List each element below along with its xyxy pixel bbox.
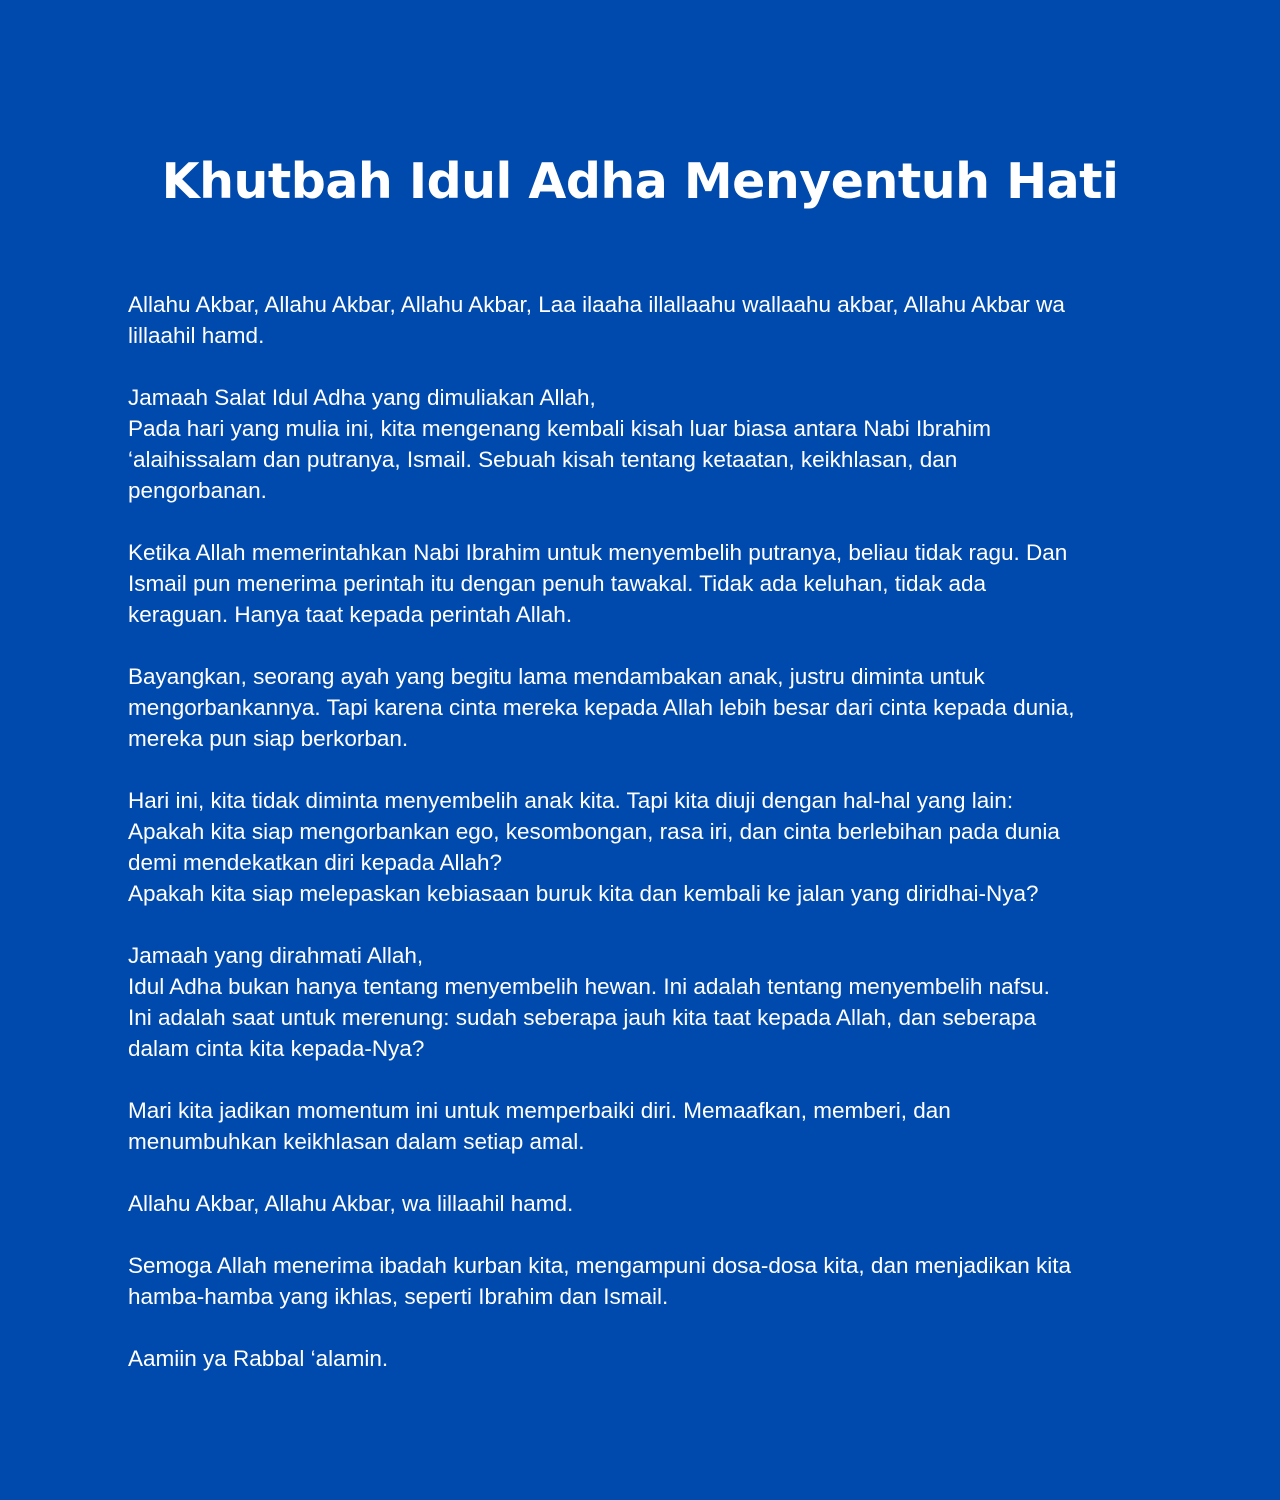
body-paragraph	[128, 1343, 1168, 1374]
body-paragraph	[128, 940, 1168, 1064]
paragraph-line: Bayangkan, seorang ayah yang begitu lama mendambakan anak, justru diminta untuk	[128, 664, 985, 689]
paragraph-line: mengorbankannya. Tapi karena cinta mereka kepada Allah lebih besar dari cinta kepada dunia,	[128, 695, 1075, 720]
paragraph-line: menumbuhkan keikhlasan dalam setiap amal.	[128, 1129, 585, 1154]
page-title: Khutbah Idul Adha Menyentuh Hati	[161, 153, 1119, 210]
paragraph-line: ‘alaihissalam dan putranya, Ismail. Sebuah kisah tentang ketaatan, keikhlasan, dan	[128, 447, 958, 472]
paragraph-line: Jamaah yang dirahmati Allah,	[128, 943, 424, 968]
paragraph-line: keraguan. Hanya taat kepada perintah Allah.	[128, 602, 573, 627]
paragraph-line: Idul Adha bukan hanya tentang menyembelih hewan. Ini adalah tentang menyembelih nafsu.	[128, 974, 1050, 999]
body-paragraph	[128, 1095, 1168, 1157]
body-paragraph	[128, 1188, 1168, 1219]
body-paragraph	[128, 289, 1168, 351]
paragraph-line: hamba-hamba yang ikhlas, seperti Ibrahim dan Ismail.	[128, 1284, 669, 1309]
paragraph-line: Jamaah Salat Idul Adha yang dimuliakan Allah,	[128, 385, 596, 410]
body-paragraph	[128, 382, 1168, 506]
paragraph-line: Apakah kita siap mengorbankan ego, kesombongan, rasa iri, dan cinta berlebihan pada dunia	[128, 819, 1060, 844]
paragraph-line: mereka pun siap berkorban.	[128, 726, 409, 751]
paragraph-line: Allahu Akbar, Allahu Akbar, wa lillaahil hamd.	[128, 1191, 574, 1216]
body-paragraph	[128, 537, 1168, 630]
paragraph-line: Ketika Allah memerintahkan Nabi Ibrahim untuk menyembelih putranya, beliau tidak ragu. Dan	[128, 540, 1068, 565]
paragraph-line: pengorbanan.	[128, 478, 267, 503]
paragraph-line: Ismail pun menerima perintah itu dengan penuh tawakal. Tidak ada keluhan, tidak ada	[128, 571, 987, 596]
paragraph-line: Aamiin ya Rabbal ‘alamin.	[128, 1346, 389, 1371]
body-paragraph	[128, 661, 1168, 754]
paragraph-line: Apakah kita siap melepaskan kebiasaan buruk kita dan kembali ke jalan yang diridhai-Nya?	[128, 881, 1039, 906]
khutbah-body	[128, 289, 1168, 1405]
paragraph-line: Pada hari yang mulia ini, kita mengenang kembali kisah luar biasa antara Nabi Ibrahim	[128, 416, 991, 441]
paragraph-line: dalam cinta kita kepada-Nya?	[128, 1036, 425, 1061]
paragraph-line: Semoga Allah menerima ibadah kurban kita, mengampuni dosa-dosa kita, dan menjadikan kita	[128, 1253, 1072, 1278]
paragraph-line: lillaahil hamd.	[128, 323, 265, 348]
body-paragraph	[128, 1250, 1168, 1312]
body-paragraph	[128, 785, 1168, 909]
paragraph-line: Hari ini, kita tidak diminta menyembelih anak kita. Tapi kita diuji dengan hal-hal yang lain:	[128, 788, 1014, 813]
paragraph-line: Allahu Akbar, Allahu Akbar, Allahu Akbar, Laa ilaaha illallaahu wallaahu akbar, Allahu Akbar wa	[128, 292, 1065, 317]
paragraph-line: Mari kita jadikan momentum ini untuk memperbaiki diri. Memaafkan, memberi, dan	[128, 1098, 951, 1123]
paragraph-line: Ini adalah saat untuk merenung: sudah seberapa jauh kita taat kepada Allah, dan seberapa	[128, 1005, 1037, 1030]
paragraph-line: demi mendekatkan diri kepada Allah?	[128, 850, 502, 875]
